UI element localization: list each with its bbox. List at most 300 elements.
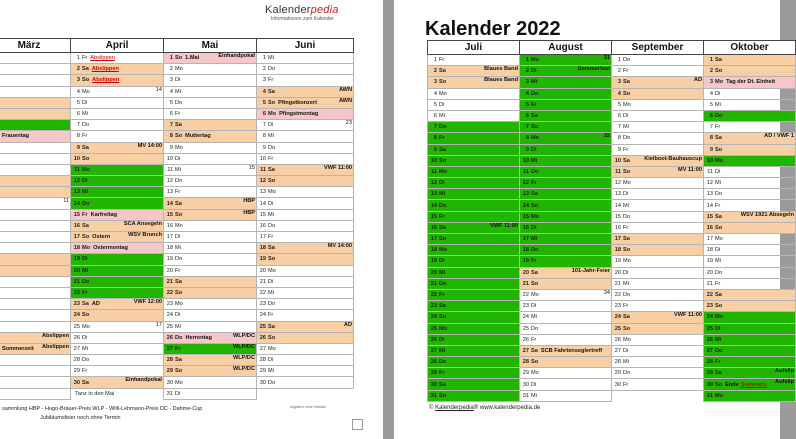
day-cell[interactable]: [520, 200, 612, 211]
day-cell[interactable]: [0, 53, 71, 64]
day-cell[interactable]: [612, 122, 704, 133]
day-cell[interactable]: [428, 312, 520, 323]
day-cell[interactable]: [704, 88, 796, 99]
day-cell[interactable]: [520, 88, 612, 99]
day-cell[interactable]: [428, 334, 520, 345]
weekday-label: Mi: [439, 113, 445, 120]
day-cell[interactable]: [257, 176, 354, 187]
day-cell[interactable]: [164, 299, 257, 310]
day-cell[interactable]: [71, 332, 164, 343]
day-cell[interactable]: [71, 377, 164, 388]
day-cell[interactable]: [704, 178, 796, 189]
day-cell[interactable]: [428, 133, 520, 144]
day-cell[interactable]: [164, 332, 257, 343]
day-cell[interactable]: [612, 323, 704, 334]
day-cell[interactable]: [0, 64, 71, 75]
day-cell[interactable]: [71, 209, 164, 220]
day-cell[interactable]: [164, 265, 257, 276]
day-cell[interactable]: [704, 312, 796, 323]
day-cell[interactable]: [71, 220, 164, 231]
day-cell[interactable]: [71, 64, 164, 75]
day-cell[interactable]: [164, 108, 257, 119]
day-cell[interactable]: [0, 131, 71, 142]
day-cell[interactable]: [257, 198, 354, 209]
weekday-label: So: [623, 325, 631, 332]
day-cell[interactable]: [704, 99, 796, 110]
day-cell[interactable]: [71, 142, 164, 153]
day-cell[interactable]: [0, 220, 71, 231]
day-cell[interactable]: [612, 334, 704, 345]
day-cell[interactable]: [520, 278, 612, 289]
day-cell[interactable]: [520, 144, 612, 155]
day-cell[interactable]: [520, 55, 612, 66]
day-cell[interactable]: [257, 97, 354, 108]
day-cell[interactable]: [520, 379, 612, 390]
day-cell[interactable]: [257, 343, 354, 354]
day-cell[interactable]: [164, 120, 257, 131]
day-cell[interactable]: [164, 366, 257, 377]
event-label-right: Kielboot-Bauhauscup: [644, 155, 702, 162]
page-checkbox[interactable]: [352, 419, 363, 430]
calendar-row: [428, 155, 796, 166]
day-cell[interactable]: [71, 321, 164, 332]
day-cell[interactable]: [257, 299, 354, 310]
day-number: 13: [259, 189, 266, 196]
day-cell[interactable]: [257, 243, 354, 254]
day-cell[interactable]: [257, 142, 354, 153]
day-cell[interactable]: [612, 178, 704, 189]
day-cell[interactable]: [704, 222, 796, 233]
day-cell[interactable]: [612, 88, 704, 99]
day-cell[interactable]: [0, 343, 71, 354]
day-cell[interactable]: [612, 55, 704, 66]
day-cell[interactable]: [612, 357, 704, 368]
day-cell[interactable]: [704, 245, 796, 256]
day-cell[interactable]: [428, 222, 520, 233]
day-cell[interactable]: [257, 276, 354, 287]
day-cell[interactable]: [612, 99, 704, 110]
day-cell[interactable]: [428, 234, 520, 245]
day-number: 11: [615, 168, 621, 175]
day-cell[interactable]: [520, 345, 612, 356]
day-cell[interactable]: [164, 153, 257, 164]
day-cell[interactable]: [257, 220, 354, 231]
day-cell[interactable]: [164, 142, 257, 153]
day-cell[interactable]: [71, 108, 164, 119]
day-cell[interactable]: [520, 267, 612, 278]
day-cell[interactable]: [257, 53, 354, 64]
day-cell[interactable]: [520, 110, 612, 121]
day-cell[interactable]: [520, 222, 612, 233]
day-cell[interactable]: [520, 166, 612, 177]
day-cell[interactable]: [428, 323, 520, 334]
day-cell[interactable]: [704, 110, 796, 121]
day-cell[interactable]: [0, 310, 71, 321]
day-cell[interactable]: [704, 66, 796, 77]
weekday-label: So: [268, 99, 276, 106]
calendar-row: [0, 108, 354, 119]
day-cell[interactable]: [520, 289, 612, 300]
day-number: 22: [614, 292, 621, 299]
day-cell[interactable]: [71, 164, 164, 175]
day-cell[interactable]: [257, 310, 354, 321]
day-cell[interactable]: [428, 144, 520, 155]
day-cell[interactable]: [428, 77, 520, 88]
day-cell[interactable]: [257, 164, 354, 175]
day-cell[interactable]: [164, 75, 257, 86]
day-cell[interactable]: [612, 267, 704, 278]
day-cell[interactable]: [612, 66, 704, 77]
weekday-label: So: [175, 211, 183, 218]
weekday-label: Di: [623, 113, 629, 120]
event-label: SCB Fahrtenseglertreff: [540, 347, 603, 354]
day-cell[interactable]: [0, 299, 71, 310]
calendar-table-july-october: [427, 40, 796, 402]
day-cell[interactable]: [704, 334, 796, 345]
event-label-right: HBP: [243, 198, 255, 205]
day-cell[interactable]: [612, 312, 704, 323]
weekday-label: So: [439, 236, 447, 243]
event-label-right: Einhandpokal: [125, 377, 162, 384]
day-cell[interactable]: [428, 99, 520, 110]
day-cell[interactable]: [257, 187, 354, 198]
day-cell[interactable]: [71, 198, 164, 209]
day-cell[interactable]: [428, 122, 520, 133]
day-cell[interactable]: [257, 332, 354, 343]
day-cell[interactable]: [612, 368, 704, 379]
day-cell[interactable]: [612, 200, 704, 211]
day-cell[interactable]: [0, 321, 71, 332]
day-cell[interactable]: [520, 312, 612, 323]
day-cell[interactable]: [257, 86, 354, 97]
day-cell[interactable]: [0, 86, 71, 97]
day-cell[interactable]: [704, 211, 796, 222]
day-cell[interactable]: [71, 343, 164, 354]
day-cell[interactable]: [71, 265, 164, 276]
day-number: 15: [614, 213, 621, 220]
day-number: 27: [614, 347, 621, 354]
day-cell[interactable]: [257, 287, 354, 298]
day-cell[interactable]: [520, 189, 612, 200]
day-cell[interactable]: [71, 53, 164, 64]
day-cell[interactable]: [704, 323, 796, 334]
day-cell[interactable]: [0, 366, 71, 377]
day-cell[interactable]: [428, 66, 520, 77]
kalenderpedia-link[interactable]: Kalenderpedia: [435, 405, 474, 411]
day-cell[interactable]: [71, 176, 164, 187]
day-cell[interactable]: [164, 254, 257, 265]
day-cell[interactable]: [71, 120, 164, 131]
day-cell[interactable]: [164, 355, 257, 366]
weekday-label: Di: [623, 347, 629, 354]
day-number: 11: [260, 166, 266, 173]
day-cell[interactable]: [612, 289, 704, 300]
day-cell[interactable]: [704, 133, 796, 144]
day-cell[interactable]: [257, 254, 354, 265]
weekday-label: Fr: [439, 370, 445, 377]
day-cell[interactable]: [520, 122, 612, 133]
day-cell[interactable]: [704, 379, 796, 390]
day-cell[interactable]: [704, 144, 796, 155]
day-cell[interactable]: [257, 232, 354, 243]
day-cell[interactable]: [428, 379, 520, 390]
day-cell[interactable]: [71, 299, 164, 310]
day-cell[interactable]: [704, 368, 796, 379]
day-cell[interactable]: [0, 254, 71, 265]
day-cell[interactable]: [612, 345, 704, 356]
day-cell[interactable]: [164, 287, 257, 298]
day-number: 10: [166, 155, 173, 162]
day-cell[interactable]: [257, 355, 354, 366]
day-cell[interactable]: [428, 110, 520, 121]
day-cell[interactable]: [520, 234, 612, 245]
day-cell[interactable]: [164, 198, 257, 209]
day-cell[interactable]: [704, 122, 796, 133]
day-cell[interactable]: [612, 155, 704, 166]
day-cell[interactable]: [520, 334, 612, 345]
day-cell[interactable]: [257, 120, 354, 131]
day-cell[interactable]: [612, 245, 704, 256]
day-cell[interactable]: [704, 77, 796, 88]
day-cell[interactable]: [520, 133, 612, 144]
weekday-label: Mo: [439, 90, 447, 97]
day-cell[interactable]: [704, 166, 796, 177]
day-number: 16: [73, 222, 80, 229]
day-cell[interactable]: [257, 377, 354, 388]
day-cell[interactable]: [0, 388, 71, 399]
day-cell[interactable]: [520, 256, 612, 267]
day-cell[interactable]: [0, 164, 71, 175]
day-cell[interactable]: [0, 377, 71, 388]
day-cell[interactable]: [71, 131, 164, 142]
day-number: 14: [430, 202, 437, 209]
day-cell[interactable]: [164, 232, 257, 243]
day-cell[interactable]: [612, 144, 704, 155]
day-cell[interactable]: [612, 278, 704, 289]
day-number: 13: [614, 191, 621, 198]
weekday-label: Sa: [531, 347, 538, 354]
day-cell[interactable]: [257, 108, 354, 119]
day-number: 4: [709, 90, 713, 97]
day-cell[interactable]: [71, 86, 164, 97]
day-cell[interactable]: [428, 278, 520, 289]
day-cell[interactable]: [612, 110, 704, 121]
day-cell[interactable]: [0, 97, 71, 108]
day-cell[interactable]: [71, 287, 164, 298]
day-number: 20: [522, 269, 529, 276]
day-cell[interactable]: [704, 301, 796, 312]
day-cell[interactable]: [704, 289, 796, 300]
day-cell[interactable]: [428, 245, 520, 256]
day-cell[interactable]: [428, 178, 520, 189]
day-cell[interactable]: [428, 301, 520, 312]
day-cell[interactable]: [71, 75, 164, 86]
day-cell[interactable]: [704, 256, 796, 267]
day-cell[interactable]: [612, 77, 704, 88]
day-cell[interactable]: [428, 189, 520, 200]
day-cell[interactable]: [0, 355, 71, 366]
day-cell[interactable]: [164, 310, 257, 321]
day-cell[interactable]: [520, 211, 612, 222]
day-cell[interactable]: [428, 88, 520, 99]
day-number: 31: [430, 392, 437, 399]
day-cell[interactable]: [428, 155, 520, 166]
day-number: 25: [166, 323, 173, 330]
day-cell[interactable]: [520, 357, 612, 368]
day-cell[interactable]: [164, 209, 257, 220]
day-cell[interactable]: [0, 265, 71, 276]
day-number: 16: [522, 224, 529, 231]
day-cell[interactable]: [612, 166, 704, 177]
day-number: 6: [262, 111, 266, 118]
day-cell[interactable]: [164, 321, 257, 332]
day-cell[interactable]: [0, 142, 71, 153]
day-cell[interactable]: [704, 357, 796, 368]
month-header: Mai: [164, 39, 257, 53]
day-cell[interactable]: [428, 345, 520, 356]
calendar-row: [0, 75, 354, 86]
day-cell[interactable]: [164, 343, 257, 354]
day-cell[interactable]: [164, 97, 257, 108]
day-cell[interactable]: [257, 75, 354, 86]
day-cell[interactable]: [704, 345, 796, 356]
day-cell[interactable]: [164, 131, 257, 142]
day-cell[interactable]: [612, 222, 704, 233]
day-cell[interactable]: [0, 120, 71, 131]
day-cell[interactable]: [0, 209, 71, 220]
day-number: 21: [430, 280, 437, 287]
day-cell[interactable]: [164, 64, 257, 75]
day-cell[interactable]: [164, 164, 257, 175]
day-cell[interactable]: [704, 55, 796, 66]
day-cell[interactable]: [520, 245, 612, 256]
day-cell[interactable]: [704, 390, 796, 401]
weekday-label: Fr: [268, 312, 274, 319]
day-cell[interactable]: [164, 187, 257, 198]
day-cell[interactable]: [0, 232, 71, 243]
day-cell[interactable]: [520, 301, 612, 312]
day-cell[interactable]: [428, 166, 520, 177]
weekday-label: Mo: [175, 144, 183, 151]
day-cell[interactable]: [520, 178, 612, 189]
day-cell[interactable]: [0, 176, 71, 187]
day-cell[interactable]: [0, 75, 71, 86]
day-cell[interactable]: [612, 234, 704, 245]
day-cell[interactable]: [257, 321, 354, 332]
day-cell[interactable]: [257, 64, 354, 75]
day-number: 18: [73, 245, 80, 252]
weekday-label: Di: [715, 90, 721, 97]
day-cell[interactable]: [71, 187, 164, 198]
day-cell[interactable]: [164, 53, 257, 64]
day-cell[interactable]: [520, 99, 612, 110]
day-cell[interactable]: [164, 220, 257, 231]
day-number: 22: [430, 292, 437, 299]
day-cell[interactable]: [0, 287, 71, 298]
day-cell[interactable]: [71, 366, 164, 377]
weekday-label: Do: [623, 292, 631, 299]
day-cell[interactable]: [164, 388, 257, 399]
day-cell[interactable]: [612, 133, 704, 144]
day-cell[interactable]: [520, 323, 612, 334]
day-cell[interactable]: [0, 198, 71, 209]
day-number: 14: [259, 200, 266, 207]
day-cell[interactable]: [428, 357, 520, 368]
day-cell[interactable]: [704, 189, 796, 200]
day-cell[interactable]: [257, 209, 354, 220]
day-cell[interactable]: [257, 153, 354, 164]
weekday-label: Sa: [439, 146, 446, 153]
day-cell[interactable]: [428, 55, 520, 66]
day-number: 23: [706, 303, 713, 310]
weekday-label: Do: [175, 178, 183, 185]
day-cell[interactable]: [71, 243, 164, 254]
day-cell[interactable]: [428, 368, 520, 379]
day-cell[interactable]: [0, 187, 71, 198]
day-cell[interactable]: [704, 278, 796, 289]
day-cell[interactable]: [520, 77, 612, 88]
day-cell[interactable]: [71, 97, 164, 108]
day-number: 17: [259, 234, 266, 241]
day-cell[interactable]: [0, 153, 71, 164]
weekday-label: Mi: [268, 368, 274, 375]
day-cell[interactable]: [428, 256, 520, 267]
day-cell[interactable]: [428, 211, 520, 222]
day-cell[interactable]: [164, 276, 257, 287]
day-cell[interactable]: [164, 86, 257, 97]
day-cell[interactable]: [704, 234, 796, 245]
day-cell[interactable]: [257, 366, 354, 377]
day-number: 30: [430, 381, 437, 388]
event-label: Sommerz.: [740, 381, 768, 388]
day-cell[interactable]: [704, 200, 796, 211]
day-cell[interactable]: [520, 390, 612, 401]
day-cell[interactable]: [71, 355, 164, 366]
day-cell[interactable]: [71, 232, 164, 243]
day-cell[interactable]: [520, 66, 612, 77]
day-cell[interactable]: [612, 189, 704, 200]
day-cell[interactable]: [164, 176, 257, 187]
day-cell[interactable]: [520, 155, 612, 166]
day-cell[interactable]: [71, 310, 164, 321]
day-cell[interactable]: [612, 301, 704, 312]
day-cell[interactable]: [520, 368, 612, 379]
day-cell[interactable]: [428, 267, 520, 278]
day-cell[interactable]: [428, 390, 520, 401]
day-cell[interactable]: [71, 254, 164, 265]
day-cell[interactable]: [71, 153, 164, 164]
day-cell[interactable]: [0, 276, 71, 287]
day-cell[interactable]: [0, 243, 71, 254]
day-cell[interactable]: [428, 289, 520, 300]
day-cell[interactable]: [0, 332, 71, 343]
weekday-label: Mo: [82, 88, 90, 95]
day-number: 30: [73, 379, 80, 386]
day-cell[interactable]: [612, 379, 704, 390]
day-cell[interactable]: [704, 267, 796, 278]
day-cell[interactable]: [164, 377, 257, 388]
day-cell[interactable]: [612, 256, 704, 267]
day-cell[interactable]: [612, 211, 704, 222]
day-cell[interactable]: [257, 265, 354, 276]
day-cell[interactable]: [428, 200, 520, 211]
day-cell[interactable]: [71, 276, 164, 287]
calendar-row: [428, 77, 796, 88]
day-cell[interactable]: [164, 243, 257, 254]
day-cell[interactable]: [704, 155, 796, 166]
day-cell[interactable]: [257, 131, 354, 142]
day-cell[interactable]: [0, 108, 71, 119]
